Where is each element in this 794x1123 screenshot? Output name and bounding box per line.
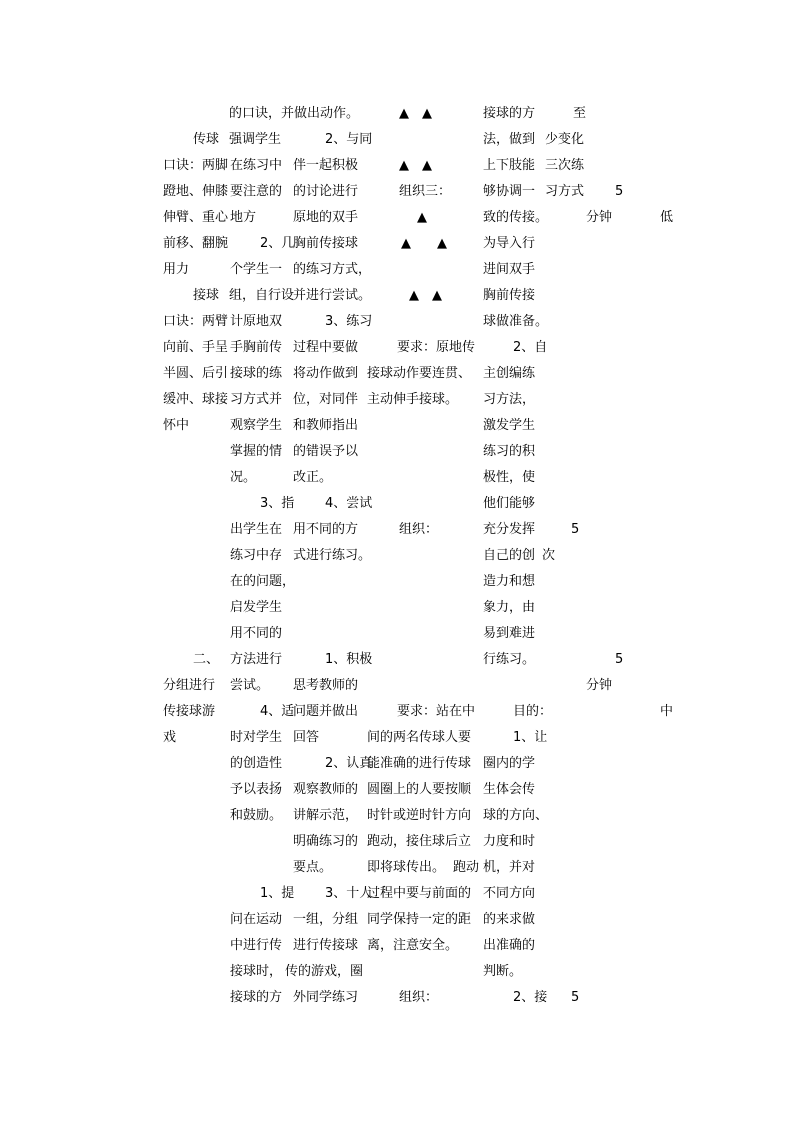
triangle-marker: ▲ ▲	[399, 158, 432, 173]
text-fragment: 跑动	[453, 860, 480, 875]
text-fragment: 手胸前传	[230, 340, 283, 355]
text-fragment: 问题并做出	[293, 704, 359, 719]
text-fragment: 强调学生	[229, 132, 282, 147]
text-fragment: 分钟	[586, 210, 613, 225]
text-fragment: 组织：	[399, 990, 439, 1005]
text-fragment: 中进行传	[230, 938, 283, 953]
text-fragment: 口诀：两臂	[163, 314, 229, 329]
text-fragment: 观察教师的	[293, 782, 359, 797]
text-fragment: 2、认真	[325, 756, 373, 771]
text-fragment: 伸臂、重心	[163, 210, 229, 225]
text-fragment: 2、接	[513, 990, 548, 1005]
triangle-marker: ▲ ▲	[399, 106, 432, 121]
text-fragment: 尝试。	[230, 678, 270, 693]
text-fragment: 4、尝试	[325, 496, 373, 511]
text-fragment: 间的两名传球人要	[367, 730, 472, 745]
text-fragment: 象力，由	[483, 600, 536, 615]
text-fragment: 1、积极	[325, 652, 373, 667]
text-fragment: 进间双手	[483, 262, 536, 277]
text-fragment: 改正。	[293, 470, 333, 485]
text-fragment: 1、让	[513, 730, 548, 745]
text-fragment: 少变化	[545, 132, 585, 147]
text-fragment: 要点。	[293, 860, 333, 875]
text-fragment: 接球	[193, 288, 220, 303]
text-fragment: 式进行练习。	[293, 548, 372, 563]
text-fragment: 练习的积	[483, 444, 536, 459]
text-fragment: 练习中存	[230, 548, 283, 563]
text-fragment: 充分发挥	[483, 522, 536, 537]
text-fragment: 够协调一	[483, 184, 536, 199]
text-fragment: 出学生在	[230, 522, 283, 537]
text-fragment: 的错误予以	[293, 444, 359, 459]
text-fragment: 2、几	[260, 236, 295, 251]
text-fragment: 缓冲、球接	[163, 392, 229, 407]
text-fragment: 行练习。	[483, 652, 536, 667]
text-fragment: 要求：原地传	[397, 340, 476, 355]
text-fragment: 生体会传	[483, 782, 536, 797]
text-fragment: 三次练	[545, 158, 585, 173]
text-fragment: 至	[573, 106, 587, 121]
text-fragment: 一组，分组	[293, 912, 359, 927]
text-fragment: 在练习中	[230, 158, 283, 173]
text-fragment: 半圆、后引	[163, 366, 229, 381]
text-fragment: 回答	[293, 730, 320, 745]
text-fragment: 要求：站在中	[397, 704, 476, 719]
text-fragment: 怀中	[163, 418, 190, 433]
text-fragment: 原地的双手	[293, 210, 359, 225]
text-fragment: 力度和时	[483, 834, 536, 849]
text-fragment: 伴一起积极	[293, 158, 359, 173]
text-fragment: 3、十人	[325, 886, 373, 901]
text-fragment: 的创造性	[230, 756, 283, 771]
text-fragment: 的练习方式，	[293, 262, 372, 277]
text-fragment: 2、与同	[325, 132, 373, 147]
text-fragment: 他们能够	[483, 496, 536, 511]
text-fragment: 自己的创	[483, 548, 536, 563]
text-fragment: 时针或逆时针方向	[367, 808, 472, 823]
triangle-marker: ▲ ▲	[401, 236, 447, 251]
text-fragment: 胸前传接	[483, 288, 536, 303]
text-fragment: 二、	[193, 652, 220, 667]
text-fragment: 明确练习的	[293, 834, 359, 849]
text-fragment: 接球动作要连贯、	[367, 366, 472, 381]
text-fragment: 出准确的	[483, 938, 536, 953]
text-fragment: 向前、手呈	[163, 340, 229, 355]
text-fragment: 时对学生	[230, 730, 283, 745]
triangle-marker: ▲	[417, 210, 427, 225]
text-fragment: 圈内的学	[483, 756, 536, 771]
text-fragment: 观察学生	[230, 418, 283, 433]
text-fragment: 前移、翻腕	[163, 236, 229, 251]
text-fragment: 同学保持一定的距	[367, 912, 472, 927]
text-fragment: 习方式	[545, 184, 585, 199]
text-fragment: 蹬地、伸膝	[163, 184, 229, 199]
text-fragment: 为导入行	[483, 236, 536, 251]
text-fragment: 3、指	[260, 496, 295, 511]
text-fragment: 掌握的情	[230, 444, 283, 459]
text-fragment: 跑动，接住球后立	[367, 834, 472, 849]
text-fragment: 的讨论进行	[293, 184, 359, 199]
text-fragment: 主创编练	[483, 366, 536, 381]
text-fragment: 胸前传接球	[293, 236, 359, 251]
text-fragment: 过程中要做	[293, 340, 359, 355]
text-fragment: 的口诀，并做出动作。	[229, 106, 360, 121]
text-fragment: 圆圈上的人要按顺	[367, 782, 472, 797]
text-fragment: 低	[660, 210, 674, 225]
text-fragment: 组织：	[399, 522, 439, 537]
text-fragment: 接球的方	[483, 106, 536, 121]
text-fragment: 5	[571, 522, 580, 537]
text-fragment: 口诀：两脚	[163, 158, 229, 173]
text-fragment: 用不同的方	[293, 522, 359, 537]
text-fragment: 上下肢能	[483, 158, 536, 173]
text-fragment: 易到难进	[483, 626, 536, 641]
text-fragment: 戏	[163, 730, 177, 745]
text-fragment: 球做准备。	[483, 314, 549, 329]
text-fragment: 次	[542, 548, 556, 563]
triangle-marker: ▲ ▲	[409, 288, 442, 303]
text-fragment: 习方式并	[230, 392, 283, 407]
text-fragment: 不同方向	[483, 886, 536, 901]
text-fragment: 激发学生	[483, 418, 536, 433]
text-fragment: 5	[615, 652, 624, 667]
text-fragment: 予以表扬	[230, 782, 283, 797]
text-fragment: 法，做到	[483, 132, 536, 147]
text-fragment: 问在运动	[230, 912, 283, 927]
text-fragment: 离，注意安全。	[367, 938, 459, 953]
text-fragment: 方法进行	[230, 652, 283, 667]
text-fragment: 用力	[163, 262, 190, 277]
text-fragment: 目的：	[513, 704, 553, 719]
text-fragment: 中	[660, 704, 674, 719]
text-fragment: 将动作做到	[293, 366, 359, 381]
text-fragment: 接球的练	[230, 366, 283, 381]
text-fragment: 2、自	[513, 340, 548, 355]
text-fragment: 分钟	[586, 678, 613, 693]
text-fragment: 过程中要与前面的	[367, 886, 472, 901]
text-fragment: 能准确的进行传球	[367, 756, 472, 771]
text-fragment: 机，并对	[483, 860, 536, 875]
text-fragment: 5	[571, 990, 580, 1005]
text-fragment: 4、适	[260, 704, 295, 719]
text-fragment: 判断。	[483, 964, 523, 979]
text-fragment: 和鼓励。	[230, 808, 283, 823]
text-fragment: 球的方向、	[483, 808, 549, 823]
text-fragment: 要注意的	[230, 184, 283, 199]
text-fragment: 接球时，	[230, 964, 283, 979]
text-fragment: 传球	[193, 132, 220, 147]
text-fragment: 1、提	[260, 886, 295, 901]
text-fragment: 致的传接。	[483, 210, 549, 225]
text-fragment: 极性，使	[483, 470, 536, 485]
text-fragment: 即将球传出。	[367, 860, 446, 875]
text-fragment: 在的问题，	[230, 574, 296, 589]
text-fragment: 习方法，	[483, 392, 536, 407]
text-fragment: 组，自行设	[229, 288, 295, 303]
text-fragment: 并进行尝试。	[293, 288, 372, 303]
text-fragment: 接球的方	[230, 990, 283, 1005]
text-fragment: 3、练习	[325, 314, 373, 329]
text-fragment: 思考教师的	[293, 678, 359, 693]
text-fragment: 况。	[230, 470, 257, 485]
text-fragment: 和教师指出	[293, 418, 359, 433]
text-fragment: 位，对同伴	[293, 392, 359, 407]
text-fragment: 外同学练习	[293, 990, 359, 1005]
text-fragment: 讲解示范，	[293, 808, 359, 823]
text-fragment: 进行传接球	[293, 938, 359, 953]
text-fragment: 分组进行	[163, 678, 216, 693]
text-fragment: 主动伸手接球。	[367, 392, 459, 407]
text-fragment: 计原地双	[230, 314, 283, 329]
text-fragment: 传接球游	[163, 704, 216, 719]
text-fragment: 启发学生	[230, 600, 283, 615]
text-fragment: 组织三：	[399, 184, 452, 199]
text-fragment: 个学生一	[230, 262, 283, 277]
text-fragment: 用不同的	[230, 626, 283, 641]
text-fragment: 5	[615, 184, 624, 199]
text-fragment: 造力和想	[483, 574, 536, 589]
text-fragment: 的来求做	[483, 912, 536, 927]
text-fragment: 地方	[230, 210, 257, 225]
text-fragment: 传的游戏，圈	[285, 964, 364, 979]
